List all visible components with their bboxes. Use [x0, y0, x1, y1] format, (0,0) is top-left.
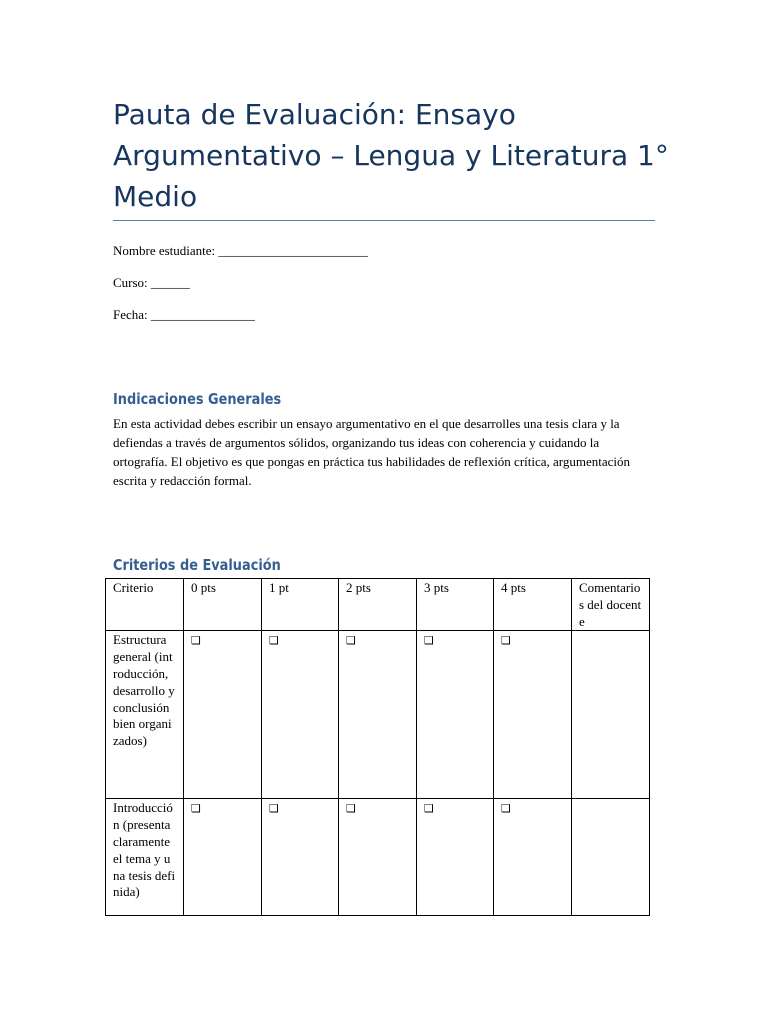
comments-cell[interactable] [572, 631, 650, 799]
document-title: Pauta de Evaluación: Ensayo Argumentativo – Lengua y Literatura 1° Medio [113, 98, 669, 213]
score-cell-4 [494, 799, 572, 916]
checkbox-icon[interactable]: ❑ [191, 802, 201, 816]
checkbox-icon[interactable]: ❑ [501, 802, 511, 816]
score-cell-2 [339, 799, 417, 916]
criteria-heading-text: Criterios de Evaluación [113, 556, 281, 574]
date-field[interactable]: Fecha: ________________ [113, 307, 255, 322]
table-row [106, 799, 650, 916]
checkbox-icon[interactable]: ❑ [269, 802, 279, 816]
criteria-heading [113, 555, 308, 575]
header-1-pt: 1 pt [262, 579, 339, 631]
score-cell-1 [262, 799, 339, 916]
checkbox-icon[interactable]: ❑ [191, 634, 201, 648]
rubric-table [105, 578, 650, 916]
score-cell-0 [184, 799, 262, 916]
score-cell-4 [494, 631, 572, 799]
title-underline [113, 220, 655, 221]
general-instructions-heading [113, 389, 309, 409]
checkbox-icon[interactable]: ❑ [346, 634, 356, 648]
score-cell-3 [417, 799, 494, 916]
score-cell-1 [262, 631, 339, 799]
score-cell-3 [417, 631, 494, 799]
checkbox-icon[interactable]: ❑ [269, 634, 279, 648]
header-comments: Comentarios del docente [572, 579, 650, 631]
course-field[interactable]: Curso: ______ [113, 275, 190, 290]
header-0-pts: 0 pts [184, 579, 262, 631]
checkbox-icon[interactable]: ❑ [346, 802, 356, 816]
table-row [106, 631, 650, 799]
criterion-cell: Introducción (presenta claramente el tema y una tesis definida) [106, 799, 184, 916]
criterion-cell: Estructura general (introducción, desarrollo y conclusión bien organizados) [106, 631, 184, 799]
header-criterion: Criterio [106, 579, 184, 631]
table-header-row [106, 579, 650, 631]
checkbox-icon[interactable]: ❑ [424, 634, 434, 648]
general-instructions-heading-text: Indicaciones Generales [113, 390, 282, 408]
general-instructions-text: En esta actividad debes escribir un ensayo argumentativo en el que desarrolles una tesis clara y la defiendas a través de argumentos sólidos, organizando tus ideas con coherencia y cuidando la ortografía. El objetivo es que pongas en práctica tus habilidades de reflexión crítica, argumentación escrita y redacción formal. [113, 416, 631, 488]
student-name-field[interactable]: Nombre estudiante: _______________________ [113, 243, 368, 258]
header-4-pts: 4 pts [494, 579, 572, 631]
score-cell-2 [339, 631, 417, 799]
checkbox-icon[interactable]: ❑ [424, 802, 434, 816]
header-3-pts: 3 pts [417, 579, 494, 631]
header-2-pts: 2 pts [339, 579, 417, 631]
score-cell-0 [184, 631, 262, 799]
comments-cell[interactable] [572, 799, 650, 916]
checkbox-icon[interactable]: ❑ [501, 634, 511, 648]
